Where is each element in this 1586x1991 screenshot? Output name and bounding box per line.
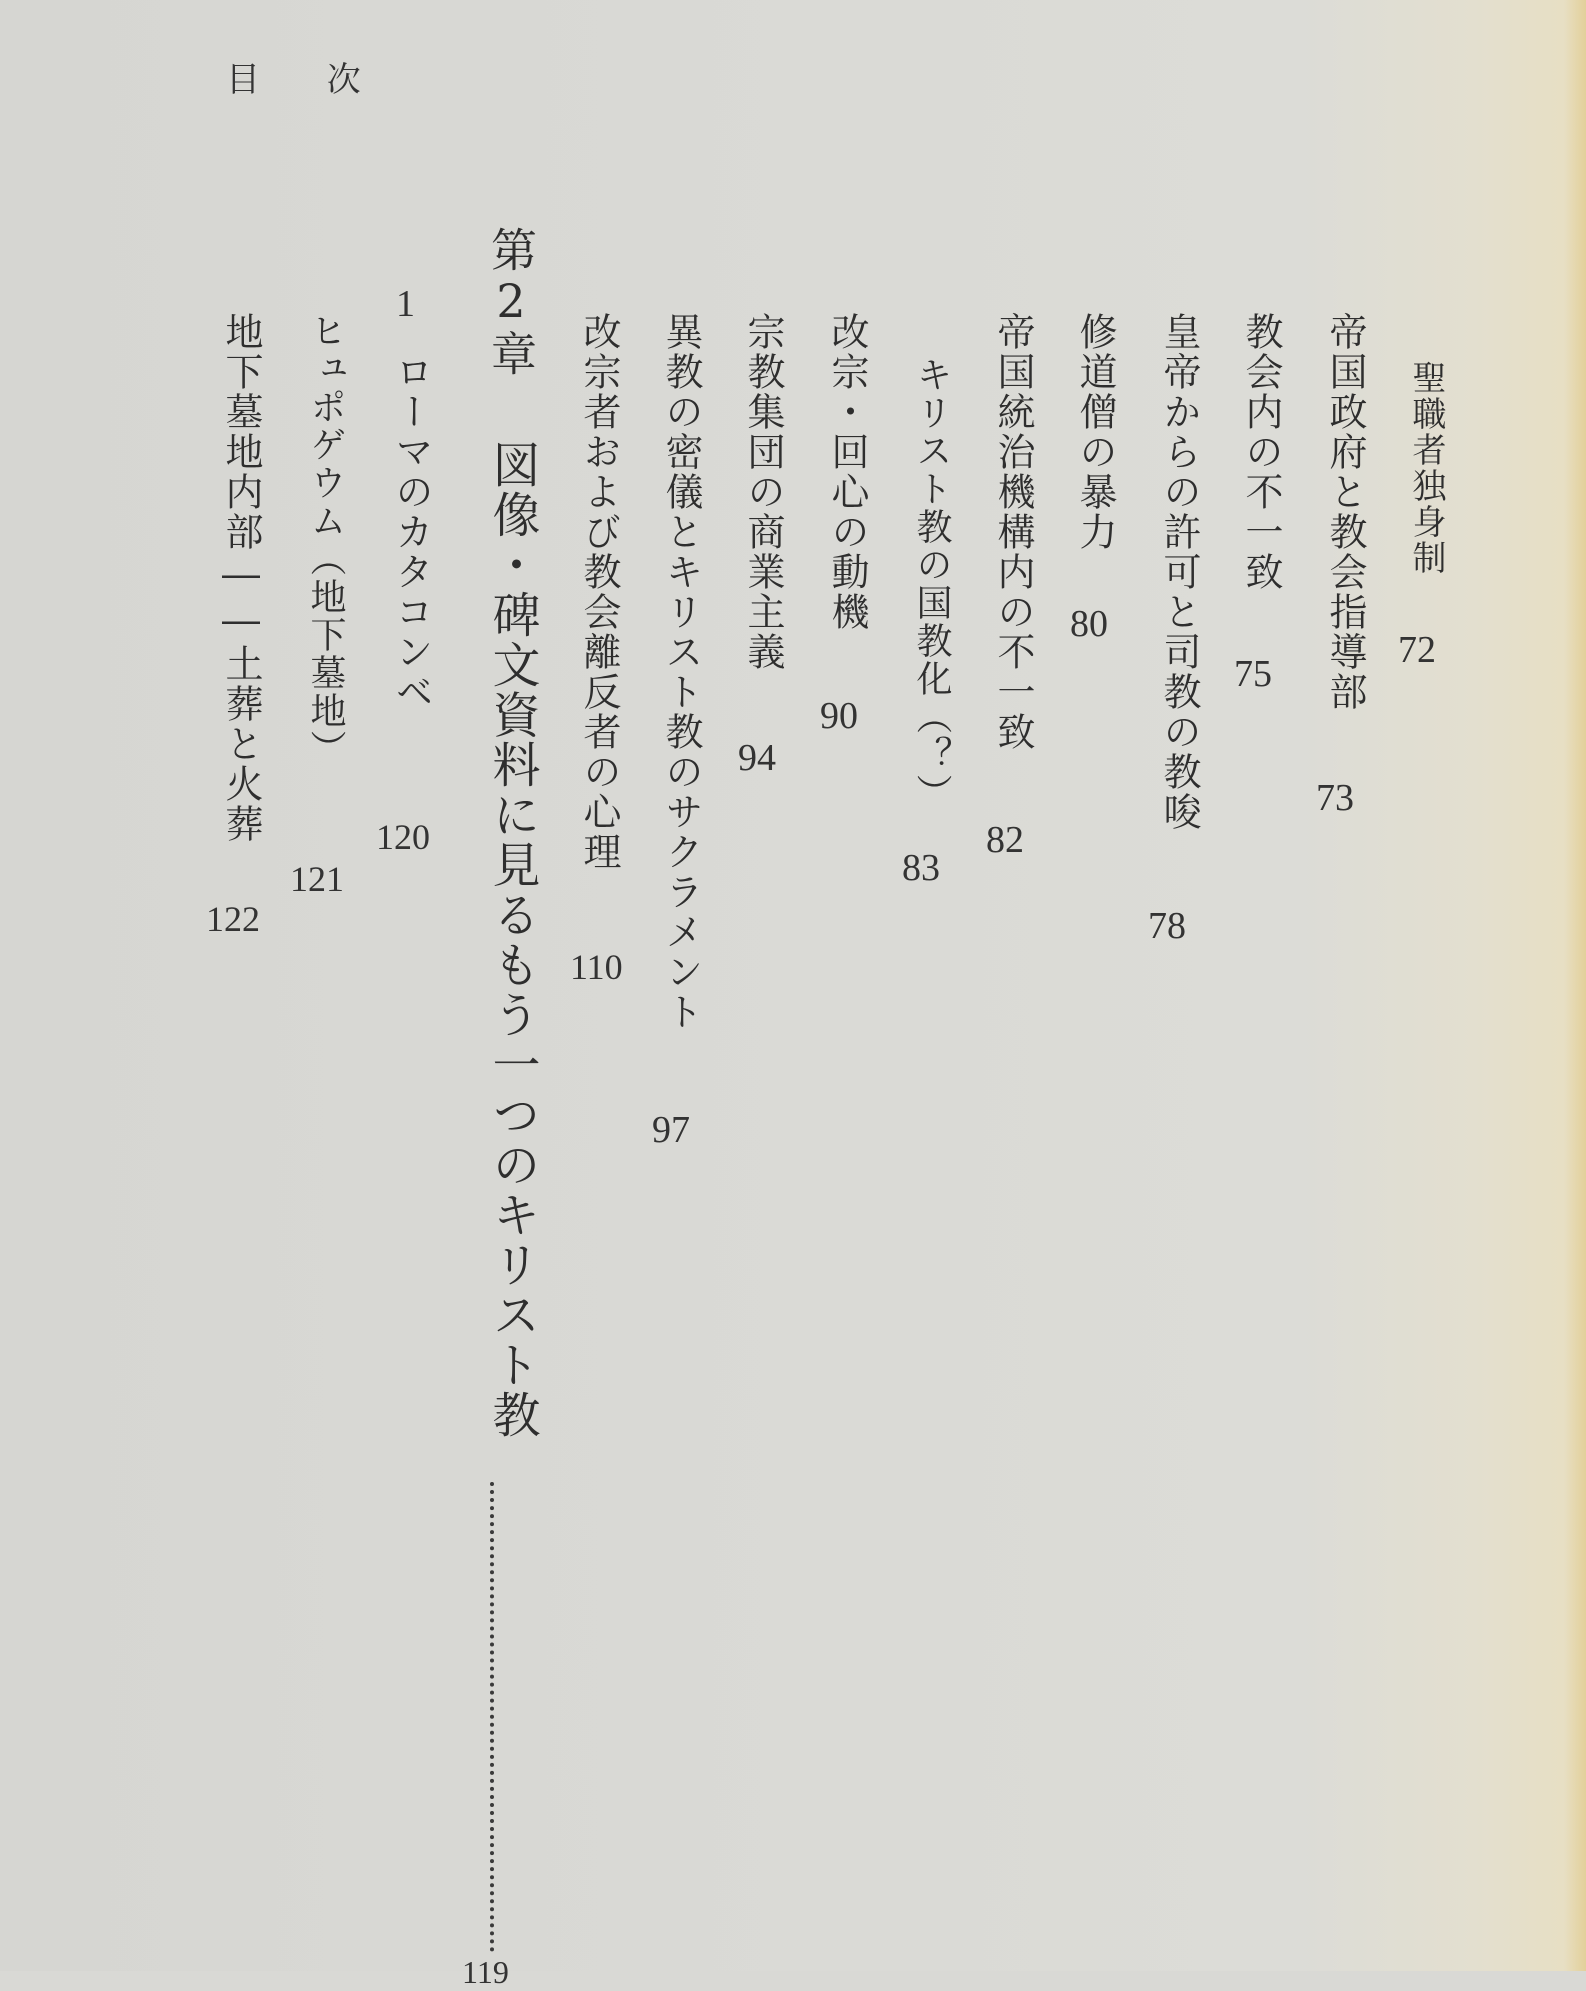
leader-dots — [490, 1482, 494, 1952]
toc-entry — [1068, 312, 1123, 552]
toc-entry-page: 97 — [652, 1109, 690, 1151]
toc-subentry-title: ヒュポゲウム（地下墓地） — [305, 312, 346, 768]
toc-entry — [820, 312, 875, 632]
toc-entry-page: 94 — [738, 737, 776, 779]
toc-entry — [572, 312, 627, 872]
toc-entry-title: 帝国政府と教会指導部 — [1323, 312, 1367, 712]
toc-entry — [1152, 312, 1207, 832]
toc-subentry — [214, 312, 269, 844]
toc-entry-title: 教会内の不一致 — [1239, 312, 1283, 592]
toc-subentry — [300, 312, 351, 768]
toc-subentry-page: 122 — [206, 899, 260, 939]
toc-entry-page: 80 — [1070, 603, 1108, 645]
toc-subentry-page: 121 — [290, 859, 344, 899]
toc-entry — [906, 356, 957, 812]
toc-entry-page: 110 — [570, 947, 623, 987]
toc-entry — [736, 312, 791, 672]
toc-subentry-title: 地下墓地内部――土葬と火葬 — [219, 312, 263, 844]
chapter-number: 第2章 — [484, 226, 538, 378]
toc-entry-title: 皇帝からの許可と司教の教唆 — [1157, 312, 1201, 832]
toc-entry-title: 改宗・回心の動機 — [825, 312, 869, 632]
toc-entry-title: 修道僧の暴力 — [1073, 312, 1117, 552]
toc-entry-title: 宗教集団の商業主義 — [741, 312, 785, 672]
toc-entry-title: 聖職者独身制 — [1406, 360, 1446, 576]
toc-entry-page: 90 — [820, 695, 858, 737]
toc-entry-title: キリスト教の国教化（？） — [911, 356, 952, 812]
toc-entry-page: 75 — [1234, 653, 1272, 695]
page-edge-shading — [1564, 0, 1586, 1971]
toc-entry — [1402, 360, 1451, 576]
section-title — [384, 352, 439, 712]
section-number: 1 — [396, 283, 415, 325]
toc-entry — [654, 312, 709, 1032]
toc-entry-page: 78 — [1148, 905, 1186, 947]
chapter-page: 119 — [462, 1954, 509, 1990]
toc-header: 目 次 — [226, 60, 389, 100]
toc-entry — [1234, 312, 1289, 592]
section-title-text: ローマのカタコンベ — [389, 352, 433, 712]
toc-entry — [1318, 312, 1373, 712]
toc-entry-page: 72 — [1398, 629, 1436, 671]
toc-entry-title: 異教の密儀とキリスト教のサクラメント — [659, 312, 703, 1032]
toc-entry-page: 73 — [1316, 777, 1354, 819]
chapter-title — [478, 440, 547, 1440]
toc-entry-page: 83 — [902, 847, 940, 889]
chapter-title-text: 図像・碑文資料に見るもう一つのキリスト教 — [484, 440, 540, 1440]
toc-entry-page: 82 — [986, 819, 1024, 861]
section-page: 120 — [376, 817, 430, 857]
toc-entry-title: 帝国統治機構内の不一致 — [991, 312, 1035, 752]
chapter-label — [478, 226, 544, 378]
toc-entry — [986, 312, 1041, 752]
toc-entry-title: 改宗者および教会離反者の心理 — [577, 312, 621, 872]
